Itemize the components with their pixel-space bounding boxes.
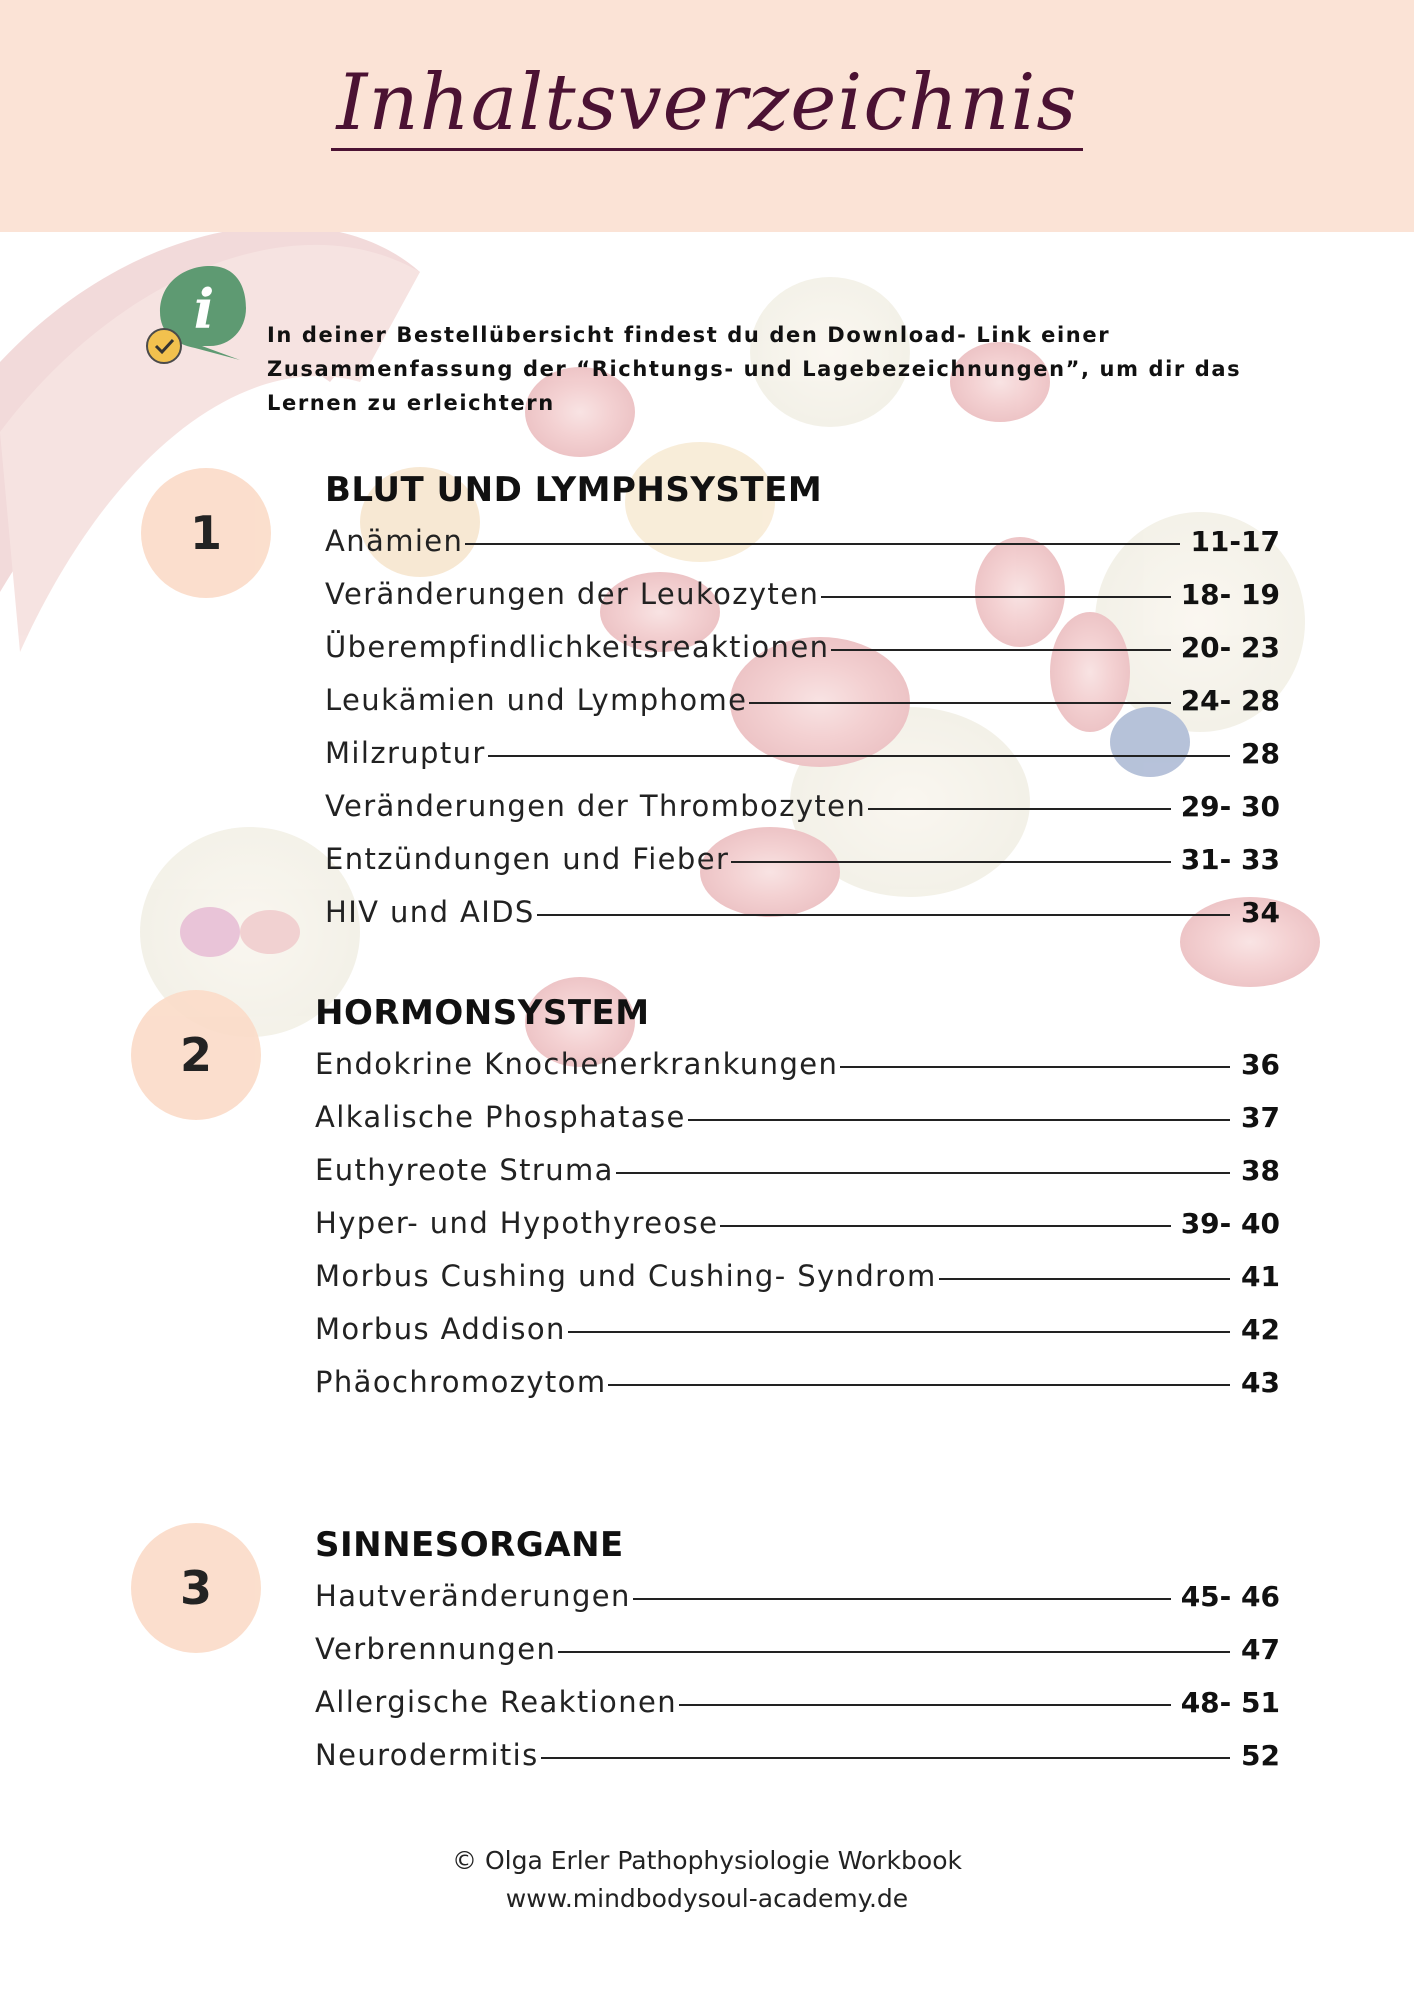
toc-entry-title: Veränderungen der Thrombozyten bbox=[325, 789, 867, 823]
toc-entry[interactable] bbox=[325, 515, 1280, 568]
toc-entry[interactable] bbox=[325, 674, 1280, 727]
toc-entry[interactable] bbox=[315, 1250, 1280, 1303]
info-line: Zusammenfassung der “Richtungs- und Lagebezeichnungen”, um dir das bbox=[267, 357, 1242, 381]
leader-line bbox=[749, 702, 1170, 704]
toc-entry-title: Allergische Reaktionen bbox=[315, 1685, 677, 1719]
section-title: BLUT UND LYMPHSYSTEM bbox=[325, 470, 823, 510]
toc-page-number: 45- 46 bbox=[1180, 1580, 1280, 1613]
section-number-badge: 1 bbox=[141, 468, 271, 598]
copyright-text: © Olga Erler Pathophysiologie Workbook bbox=[452, 1846, 962, 1875]
section-number-badge: 2 bbox=[131, 990, 261, 1120]
toc-entry-title: Hautveränderungen bbox=[315, 1579, 631, 1613]
toc-entry-title: Neurodermitis bbox=[315, 1738, 539, 1772]
leader-line bbox=[616, 1172, 1230, 1174]
toc-entry[interactable] bbox=[325, 886, 1280, 939]
toc-entry-title: Verbrennungen bbox=[315, 1632, 557, 1666]
leader-line bbox=[831, 649, 1170, 651]
toc-entry-title: Hyper- und Hypothyreose bbox=[315, 1206, 719, 1240]
section-title: HORMONSYSTEM bbox=[315, 993, 650, 1033]
leader-line bbox=[608, 1384, 1230, 1386]
toc-entry[interactable] bbox=[315, 1570, 1280, 1623]
toc-entry-title: HIV und AIDS bbox=[325, 895, 535, 929]
leader-line bbox=[465, 543, 1180, 545]
leader-line bbox=[840, 1066, 1230, 1068]
toc-entry-title: Anämien bbox=[325, 524, 464, 558]
leader-line bbox=[731, 861, 1170, 863]
section-blut-und-lymphsystem bbox=[325, 465, 1280, 939]
leader-line bbox=[568, 1331, 1230, 1333]
toc-page-number: 24- 28 bbox=[1180, 684, 1280, 717]
toc-entry-title: Überempfindlichkeitsreaktionen bbox=[325, 630, 830, 664]
toc-entry-title: Milzruptur bbox=[325, 736, 486, 770]
info-line: Lernen zu erleichtern bbox=[267, 391, 555, 415]
toc-page-number: 47 bbox=[1241, 1633, 1280, 1666]
toc-entry[interactable] bbox=[315, 1197, 1280, 1250]
section-number-badge: 3 bbox=[131, 1523, 261, 1653]
toc-entry-title: Veränderungen der Leukozyten bbox=[325, 577, 820, 611]
toc-entry[interactable] bbox=[325, 727, 1280, 780]
toc-page-number: 29- 30 bbox=[1180, 790, 1280, 823]
section-sinnesorgane bbox=[315, 1520, 1280, 1782]
toc-entry[interactable] bbox=[315, 1676, 1280, 1729]
toc-entry[interactable] bbox=[315, 1356, 1280, 1409]
toc-page-number: 36 bbox=[1241, 1048, 1280, 1081]
toc-entry-title: Euthyreote Struma bbox=[315, 1153, 614, 1187]
section-title: SINNESORGANE bbox=[315, 1525, 624, 1565]
toc-page-number: 43 bbox=[1241, 1366, 1280, 1399]
toc-entry[interactable] bbox=[325, 833, 1280, 886]
svg-text:i: i bbox=[193, 277, 215, 341]
toc-entry[interactable] bbox=[315, 1038, 1280, 1091]
toc-entry[interactable] bbox=[315, 1144, 1280, 1197]
toc-entry-title: Entzündungen und Fieber bbox=[325, 842, 730, 876]
leader-line bbox=[558, 1651, 1230, 1653]
toc-page-number: 38 bbox=[1241, 1154, 1280, 1187]
toc-page-number: 39- 40 bbox=[1180, 1207, 1280, 1240]
website-link[interactable]: www.mindbodysoul-academy.de bbox=[505, 1884, 909, 1913]
leader-line bbox=[537, 914, 1230, 916]
toc-entry-title: Alkalische Phosphatase bbox=[315, 1100, 686, 1134]
leader-line bbox=[720, 1225, 1170, 1227]
toc-page-number: 11-17 bbox=[1190, 525, 1280, 558]
footer bbox=[0, 1842, 1414, 1918]
leader-line bbox=[679, 1704, 1171, 1706]
leader-line bbox=[939, 1278, 1230, 1280]
leader-line bbox=[488, 755, 1230, 757]
toc-entry-title: Morbus Cushing und Cushing- Syndrom bbox=[315, 1259, 937, 1293]
toc-page-number: 28 bbox=[1241, 737, 1280, 770]
toc-entry[interactable] bbox=[315, 1623, 1280, 1676]
info-line: In deiner Bestellübersicht findest du den Download- Link einer bbox=[267, 323, 1111, 347]
section-hormonsystem bbox=[315, 988, 1280, 1409]
toc-entry[interactable] bbox=[325, 568, 1280, 621]
leader-line bbox=[633, 1598, 1171, 1600]
toc-page-number: 52 bbox=[1241, 1739, 1280, 1772]
page-title: Inhaltsverzeichnis bbox=[0, 58, 1414, 151]
toc-entry[interactable] bbox=[315, 1729, 1280, 1782]
info-notice bbox=[267, 318, 1307, 420]
leader-line bbox=[821, 596, 1170, 598]
toc-page-number: 18- 19 bbox=[1180, 578, 1280, 611]
toc-entry-title: Morbus Addison bbox=[315, 1312, 566, 1346]
toc-page-number: 37 bbox=[1241, 1101, 1280, 1134]
toc-page-number: 31- 33 bbox=[1180, 843, 1280, 876]
info-check-icon bbox=[140, 262, 252, 366]
toc-page-number: 48- 51 bbox=[1180, 1686, 1280, 1719]
toc-entry-title: Endokrine Knochenerkrankungen bbox=[315, 1047, 839, 1081]
toc-entry[interactable] bbox=[325, 780, 1280, 833]
toc-entry[interactable] bbox=[315, 1303, 1280, 1356]
toc-entry-title: Phäochromozytom bbox=[315, 1365, 607, 1399]
toc-page-number: 41 bbox=[1241, 1260, 1280, 1293]
toc-page-number: 34 bbox=[1241, 896, 1280, 929]
leader-line bbox=[688, 1119, 1230, 1121]
leader-line bbox=[541, 1757, 1230, 1759]
leader-line bbox=[868, 808, 1171, 810]
toc-entry-title: Leukämien und Lymphome bbox=[325, 683, 748, 717]
toc-page-number: 20- 23 bbox=[1180, 631, 1280, 664]
toc-entry[interactable] bbox=[315, 1091, 1280, 1144]
toc-entry[interactable] bbox=[325, 621, 1280, 674]
toc-page-number: 42 bbox=[1241, 1313, 1280, 1346]
